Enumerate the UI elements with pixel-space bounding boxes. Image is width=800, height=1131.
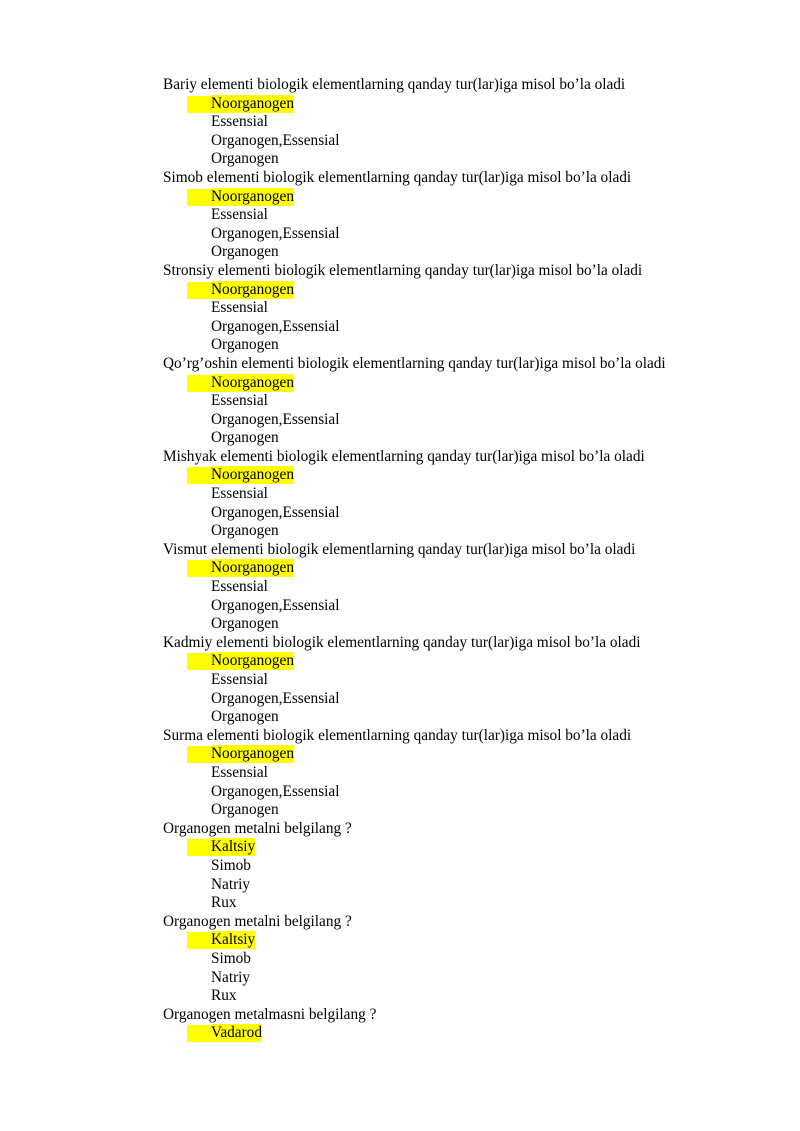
answer-option xyxy=(163,150,763,169)
question-text: Simob elementi biologik elementlarning qanday tur(lar)iga misol bo’la oladi xyxy=(163,168,632,186)
answer-option xyxy=(163,615,763,634)
answer-option-label: Natriy xyxy=(211,968,251,986)
answer-option-label: Essensial xyxy=(211,392,268,410)
answer-option xyxy=(163,411,763,430)
answer-option-label: Organogen,Essensial xyxy=(211,224,340,242)
answer-option-label: Essensial xyxy=(211,763,268,781)
answer-option-correct xyxy=(163,281,763,300)
answer-option-label: Organogen xyxy=(211,708,279,726)
answer-option-label: Vadarod xyxy=(211,1024,262,1042)
question-text: Qo’rg’oshin elementi biologik elementlarning qanday tur(lar)iga misol bo’la oladi xyxy=(163,354,666,372)
answer-option-label: Organogen xyxy=(211,150,279,168)
answer-option xyxy=(163,783,763,802)
answer-option xyxy=(163,597,763,616)
answer-option-label: Organogen xyxy=(211,801,279,819)
answer-option xyxy=(163,336,763,355)
answer-option xyxy=(163,429,763,448)
answer-option-label: Noorganogen xyxy=(211,187,294,205)
answer-option-correct xyxy=(163,466,763,485)
answer-option-correct xyxy=(163,95,763,114)
answer-option-label: Noorganogen xyxy=(211,373,294,391)
question-block xyxy=(163,634,763,727)
answer-option-correct xyxy=(163,838,763,857)
answer-option xyxy=(163,764,763,783)
question-text: Mishyak elementi biologik elementlarning qanday tur(lar)iga misol bo’la oladi xyxy=(163,447,645,465)
answer-option-label: Noorganogen xyxy=(211,280,294,298)
question-block xyxy=(163,913,763,1006)
answer-option-label: Noorganogen xyxy=(211,94,294,112)
answer-option xyxy=(163,894,763,913)
question-block xyxy=(163,1006,763,1043)
answer-option-label: Essensial xyxy=(211,299,268,317)
question-block xyxy=(163,727,763,820)
answer-option-correct xyxy=(163,745,763,764)
answer-option xyxy=(163,522,763,541)
question-text: Kadmiy elementi biologik elementlarning qanday tur(lar)iga misol bo’la oladi xyxy=(163,633,641,651)
answer-option-correct xyxy=(163,374,763,393)
answer-option-label: Noorganogen xyxy=(211,745,294,763)
answer-option-correct xyxy=(163,559,763,578)
answer-option-label: Organogen,Essensial xyxy=(211,410,340,428)
answer-option-label: Simob xyxy=(211,856,251,874)
answer-option-label: Noorganogen xyxy=(211,466,294,484)
answer-option xyxy=(163,485,763,504)
answer-option-label: Organogen xyxy=(211,336,279,354)
answer-option xyxy=(163,690,763,709)
question-text: Organogen metalni belgilang ? xyxy=(163,819,352,837)
answer-option-label: Organogen,Essensial xyxy=(211,596,340,614)
question-block xyxy=(163,355,763,448)
answer-option-correct xyxy=(163,652,763,671)
question-text: Bariy elementi biologik elementlarning qanday tur(lar)iga misol bo’la oladi xyxy=(163,76,626,93)
answer-option xyxy=(163,876,763,895)
answer-option-correct xyxy=(163,1024,763,1043)
answer-option-label: Noorganogen xyxy=(211,652,294,670)
question-block xyxy=(163,76,763,169)
question-text: Stronsiy elementi biologik elementlarning qanday tur(lar)iga misol bo’la oladi xyxy=(163,261,643,279)
answer-option-label: Essensial xyxy=(211,485,268,503)
question-text: Surma elementi biologik elementlarning qanday tur(lar)iga misol bo’la oladi xyxy=(163,726,632,744)
answer-option-label: Organogen xyxy=(211,522,279,540)
answer-option xyxy=(163,578,763,597)
answer-option-label: Essensial xyxy=(211,578,268,596)
question-block xyxy=(163,448,763,541)
answer-option xyxy=(163,671,763,690)
answer-option xyxy=(163,132,763,151)
question-block xyxy=(163,262,763,355)
question-block xyxy=(163,169,763,262)
question-text: Organogen metalmasni belgilang ? xyxy=(163,1005,377,1023)
answer-option-label: Natriy xyxy=(211,875,251,893)
answer-option-label: Organogen,Essensial xyxy=(211,503,340,521)
answer-option-label: Organogen,Essensial xyxy=(211,689,340,707)
question-block xyxy=(163,820,763,913)
answer-option-correct xyxy=(163,188,763,207)
answer-option xyxy=(163,243,763,262)
question-text: Organogen metalni belgilang ? xyxy=(163,912,352,930)
answer-option xyxy=(163,801,763,820)
question-text: Vismut elementi biologik elementlarning qanday tur(lar)iga misol bo’la oladi xyxy=(163,540,636,558)
answer-option-label: Essensial xyxy=(211,206,268,224)
question-block xyxy=(163,541,763,634)
answer-option-label: Essensial xyxy=(211,671,268,688)
answer-option-label: Kaltsiy xyxy=(211,838,256,856)
answer-option-label: Organogen xyxy=(211,429,279,447)
answer-option-label: Organogen,Essensial xyxy=(211,782,340,800)
answer-option-label: Rux xyxy=(211,894,237,912)
answer-option-label: Essensial xyxy=(211,113,268,131)
answer-option xyxy=(163,857,763,876)
answer-option xyxy=(163,299,763,318)
answer-option xyxy=(163,206,763,225)
answer-option-label: Rux xyxy=(211,987,237,1005)
answer-option-correct xyxy=(163,931,763,950)
answer-option xyxy=(163,113,763,132)
answer-option xyxy=(163,392,763,411)
answer-option xyxy=(163,987,763,1006)
answer-option xyxy=(163,708,763,727)
answer-option xyxy=(163,504,763,523)
answer-option-label: Organogen xyxy=(211,615,279,633)
document-page xyxy=(163,76,763,1043)
answer-option-label: Organogen,Essensial xyxy=(211,131,340,149)
answer-option-label: Organogen xyxy=(211,243,279,261)
answer-option xyxy=(163,318,763,337)
answer-option-label: Organogen,Essensial xyxy=(211,317,340,335)
answer-option xyxy=(163,969,763,988)
answer-option xyxy=(163,950,763,969)
answer-option xyxy=(163,225,763,244)
answer-option-label: Simob xyxy=(211,949,251,967)
answer-option-label: Noorganogen xyxy=(211,559,294,577)
answer-option-label: Kaltsiy xyxy=(211,931,256,949)
